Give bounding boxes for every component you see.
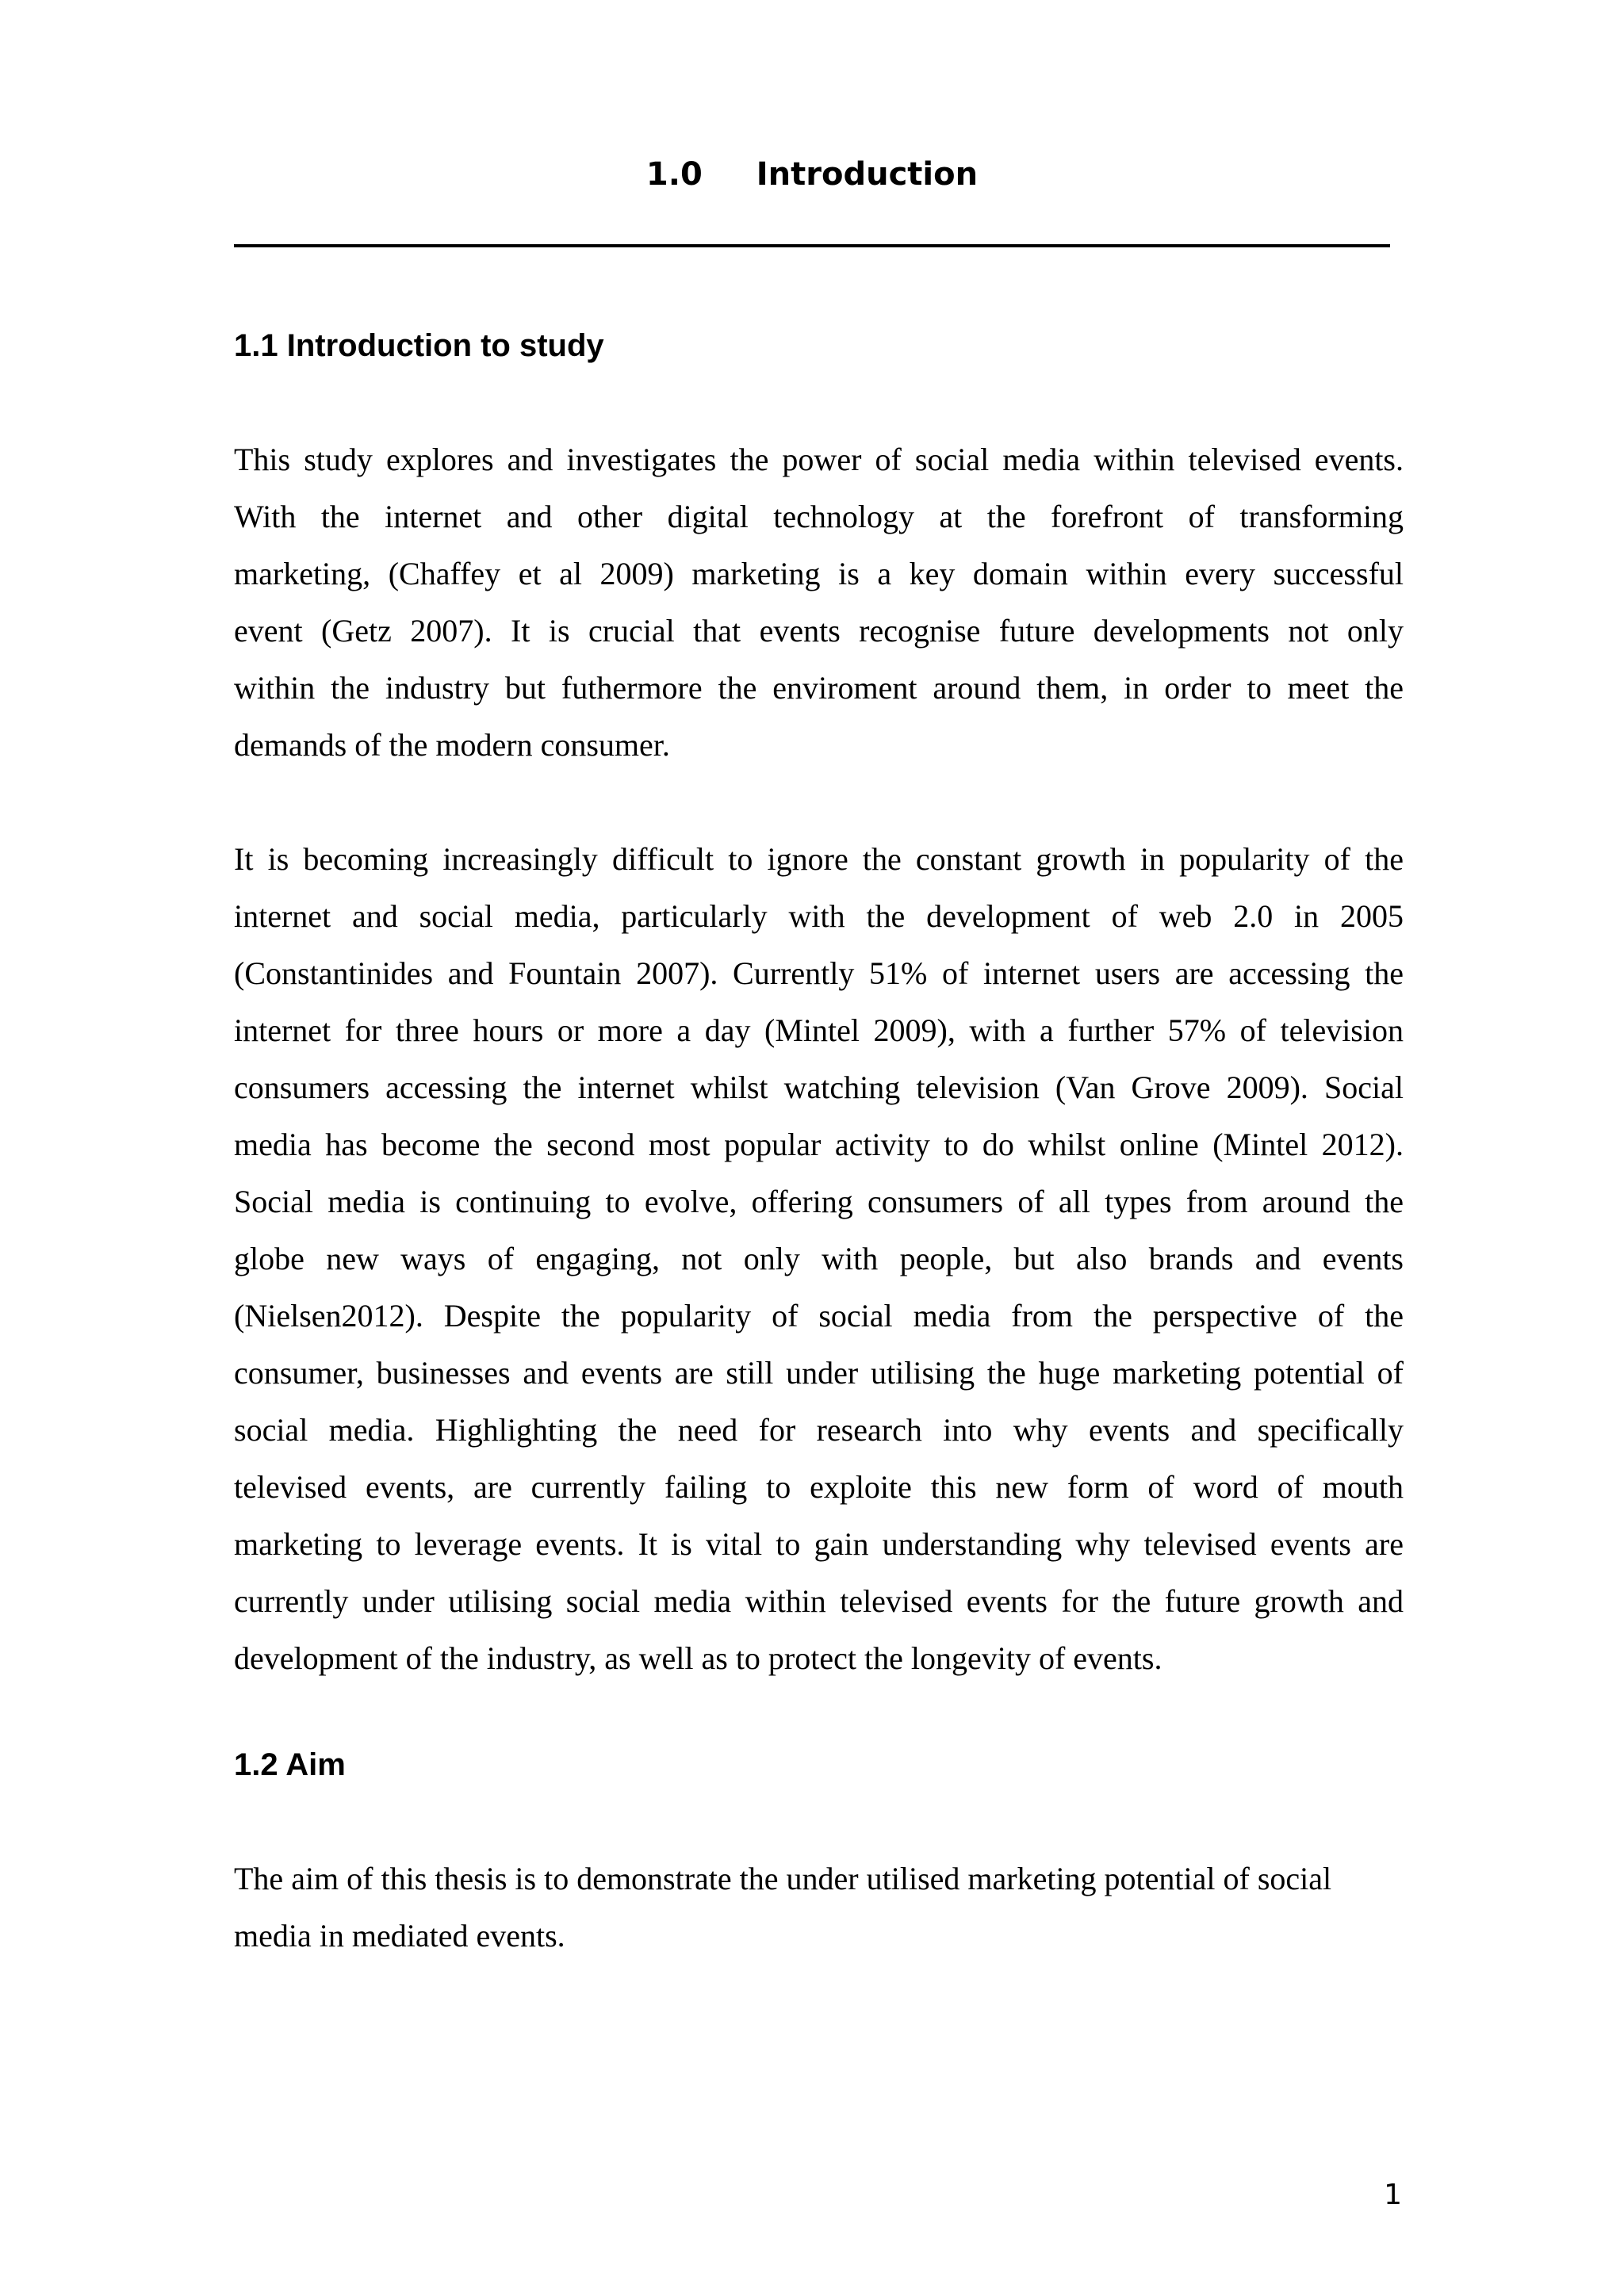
text-line: It is becoming increasingly difficult to ignore the constant growth in popularity of the xyxy=(234,841,1404,877)
chapter-heading xyxy=(0,151,1624,198)
text-line: development of the industry, as well as to protect the longevity of events. xyxy=(234,1640,1162,1676)
text-line: currently under utilising social media within televised events for the future growth and xyxy=(234,1583,1404,1619)
text-line: within the industry but futhermore the enviroment around them, in order to meet the xyxy=(234,670,1404,706)
text-line: marketing, (Chaffey et al 2009) marketing is a key domain within every successful xyxy=(234,556,1404,591)
section-heading-aim: 1.2 Aim xyxy=(234,1747,346,1782)
section-heading-introduction-to-study: 1.1 Introduction to study xyxy=(234,328,604,363)
text-line: (Constantinides and Fountain 2007). Currently 51% of internet users are accessing the xyxy=(234,955,1404,991)
chapter-title: Introduction xyxy=(756,156,979,193)
paragraph-study-overview xyxy=(234,431,1404,774)
text-line: With the internet and other digital technology at the forefront of transforming xyxy=(234,499,1404,534)
text-line: consumer, businesses and events are still under utilising the huge marketing potential of xyxy=(234,1355,1404,1391)
text-line: consumers accessing the internet whilst watching television (Van Grove 2009). Social xyxy=(234,1070,1404,1105)
text-line: This study explores and investigates the power of social media within televised events. xyxy=(234,442,1404,477)
text-line: marketing to leverage events. It is vital to gain understanding why televised events are xyxy=(234,1526,1404,1562)
text-line: televised events, are currently failing to exploite this new form of word of mouth xyxy=(234,1469,1404,1505)
chapter-divider xyxy=(234,244,1390,247)
text-line: Social media is continuing to evolve, offering consumers of all types from around the xyxy=(234,1184,1404,1219)
text-line: demands of the modern consumer. xyxy=(234,727,670,763)
text-line: event (Getz 2007). It is crucial that events recognise future developments not only xyxy=(234,613,1404,649)
paragraph-aim xyxy=(234,1850,1404,1965)
text-line: globe new ways of engaging, not only with people, but also brands and events xyxy=(234,1241,1404,1276)
text-line: internet and social media, particularly with the development of web 2.0 in 2005 xyxy=(234,898,1404,934)
chapter-number: 1.0 xyxy=(645,156,703,193)
page-number: 1 xyxy=(1384,2179,1402,2211)
text-line: social media. Highlighting the need for research into why events and specifically xyxy=(234,1412,1404,1448)
text-line: media in mediated events. xyxy=(234,1918,565,1954)
paragraph-social-media-growth xyxy=(234,831,1404,1687)
text-line: (Nielsen2012). Despite the popularity of social media from the perspective of the xyxy=(234,1298,1404,1334)
text-line: internet for three hours or more a day (Mintel 2009), with a further 57% of television xyxy=(234,1012,1404,1048)
text-line: media has become the second most popular activity to do whilst online (Mintel 2012). xyxy=(234,1127,1404,1162)
text-line: The aim of this thesis is to demonstrate the under utilised marketing potential of social xyxy=(234,1861,1332,1896)
